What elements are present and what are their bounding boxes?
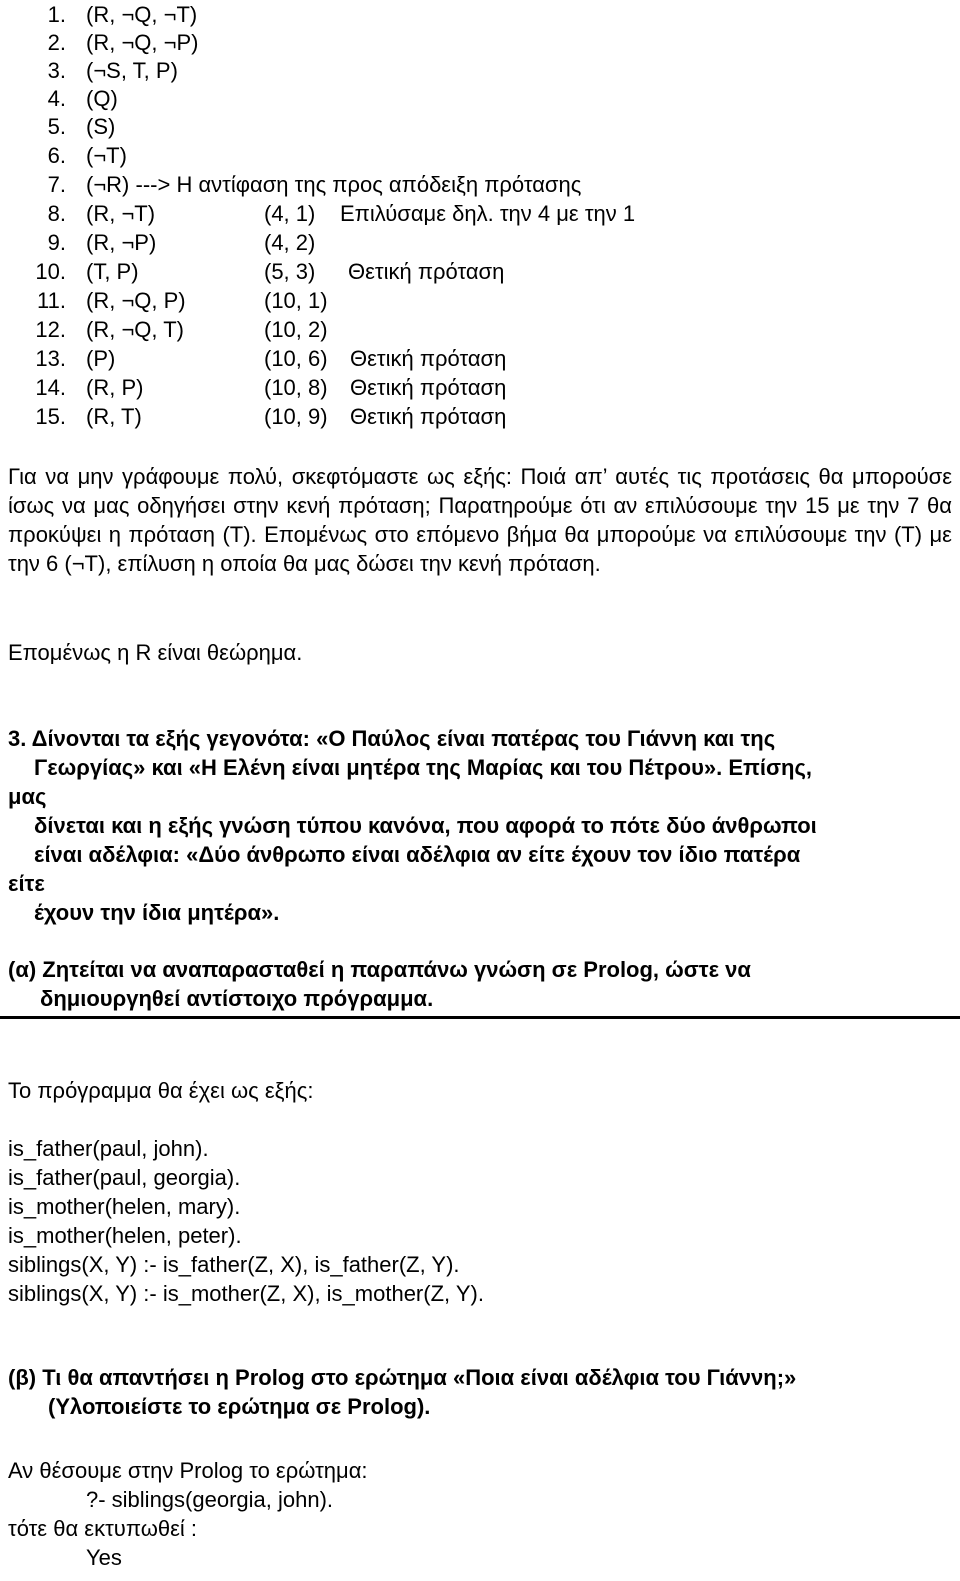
step-clause: (R, ¬Q, ¬P) xyxy=(86,30,199,55)
prolog-output: Yes xyxy=(86,1545,122,1570)
step-reference: (10, 8) xyxy=(264,375,328,400)
step-clause: (R, ¬Q, ¬T) xyxy=(86,2,198,27)
exercise-line: δίνεται και η εξής γνώση τύπου κανόνα, που αφορά το πότε δύο άνθρωποι xyxy=(34,813,817,838)
code-line: siblings(X, Y) :- is_mother(Z, X), is_mother(Z, Y). xyxy=(8,1281,484,1306)
step-clause: (R, ¬T) xyxy=(86,201,156,226)
section-divider xyxy=(0,1016,960,1019)
query-intro: Αν θέσουμε στην Prolog το ερώτημα: xyxy=(8,1458,368,1483)
code-line: is_father(paul, john). xyxy=(8,1136,209,1161)
step-number: 11. xyxy=(37,288,66,313)
step-number: 8. xyxy=(47,201,66,226)
step-note: Θετική πρόταση xyxy=(350,375,507,400)
step-number: 3. xyxy=(47,58,66,83)
step-note: Επιλύσαμε δηλ. την 4 με την 1 xyxy=(340,201,636,226)
step-reference: (10, 9) xyxy=(264,404,328,429)
exercise-line: Γεωργίας» και «Η Ελένη είναι μητέρα της Μαρίας και του Πέτρου». Επίσης, xyxy=(34,755,813,780)
step-clause: (¬R) ---> Η αντίφαση της προς απόδειξη πρότασης xyxy=(86,172,582,197)
step-reference: (10, 1) xyxy=(264,288,328,313)
code-line: siblings(X, Y) :- is_father(Z, X), is_father(Z, Y). xyxy=(8,1252,460,1277)
step-reference: (5, 3) xyxy=(264,259,316,284)
exercise-line: έχουν την ίδια μητέρα». xyxy=(34,900,280,925)
part-b-line: (β) Τι θα απαντήσει η Prolog στο ερώτημα «Ποια είναι αδέλφια του Γιάννη;» xyxy=(8,1365,797,1390)
step-clause: (P) xyxy=(86,346,116,371)
exercise-line: είτε xyxy=(8,871,45,896)
step-clause: (S) xyxy=(86,114,116,139)
step-number: 15. xyxy=(35,404,66,429)
prolog-query: ?- siblings(georgia, john). xyxy=(86,1487,334,1512)
step-clause: (R, ¬Q, P) xyxy=(86,288,186,313)
exercise-line: είναι αδέλφια: «Δύο άνθρωπο είναι αδέλφια αν είτε έχουν τον ίδιο πατέρα xyxy=(34,842,801,867)
exercise-line: 3. Δίνονται τα εξής γεγονότα: «Ο Παύλος είναι πατέρας του Γιάννη και της xyxy=(8,726,776,751)
step-number: 5. xyxy=(47,114,66,139)
step-number: 14. xyxy=(35,375,66,400)
step-clause: (R, T) xyxy=(86,404,142,429)
step-number: 4. xyxy=(47,86,66,111)
step-reference: (4, 2) xyxy=(264,230,316,255)
step-reference: (10, 6) xyxy=(264,346,328,371)
step-number: 9. xyxy=(47,230,66,255)
step-clause: (T, P) xyxy=(86,259,139,284)
step-number: 7. xyxy=(47,172,66,197)
step-number: 6. xyxy=(47,143,66,168)
code-line: is_mother(helen, peter). xyxy=(8,1223,242,1248)
part-a-line: δημιουργηθεί αντίστοιχο πρόγραμμα. xyxy=(40,986,434,1011)
step-reference: (10, 2) xyxy=(264,317,328,342)
program-intro: Το πρόγραμμα θα έχει ως εξής: xyxy=(8,1078,314,1103)
step-clause: (Q) xyxy=(86,86,118,111)
step-note: Θετική πρόταση xyxy=(348,259,505,284)
output-intro: τότε θα εκτυπωθεί : xyxy=(8,1516,198,1541)
part-b-line: (Υλοποιείστε το ερώτημα σε Prolog). xyxy=(48,1394,431,1419)
step-reference: (4, 1) xyxy=(264,201,316,226)
part-a-line: (α) Ζητείται να αναπαρασταθεί η παραπάνω γνώση σε Prolog, ώστε να xyxy=(8,957,751,982)
step-clause: (¬S, T, P) xyxy=(86,58,178,83)
step-clause: (R, P) xyxy=(86,375,144,400)
step-note: Θετική πρόταση xyxy=(350,404,507,429)
step-number: 10. xyxy=(35,259,66,284)
step-number: 1. xyxy=(47,2,66,27)
step-number: 12. xyxy=(35,317,66,342)
exercise-line: μας xyxy=(8,784,47,809)
step-clause: (R, ¬P) xyxy=(86,230,157,255)
step-clause: (R, ¬Q, T) xyxy=(86,317,184,342)
step-number: 13. xyxy=(35,346,66,371)
step-clause: (¬T) xyxy=(86,143,127,168)
step-note: Θετική πρόταση xyxy=(350,346,507,371)
discussion-paragraph: Για να μην γράφουμε πολύ, σκεφτόμαστε ως εξής: Ποιά απ’ αυτές τις προτάσεις θα μπορούσε ίσως να μας οδηγήσει στην κενή πρόταση; Παρατηρούμε ότι αν επιλύσουμε την 15 με την 7 θα προκύψει η πρόταση (T). Επομένως στο επόμενο βήμα θα μπορούμε να επιλύσουμε την (T) με την 6 (¬T), επίλυση η οποία θα μας δώσει την κενή πρόταση. xyxy=(8,464,952,576)
conclusion-text: Επομένως η R είναι θεώρημα. xyxy=(8,640,303,665)
code-line: is_father(paul, georgia). xyxy=(8,1165,241,1190)
step-number: 2. xyxy=(47,30,66,55)
code-line: is_mother(helen, mary). xyxy=(8,1194,241,1219)
